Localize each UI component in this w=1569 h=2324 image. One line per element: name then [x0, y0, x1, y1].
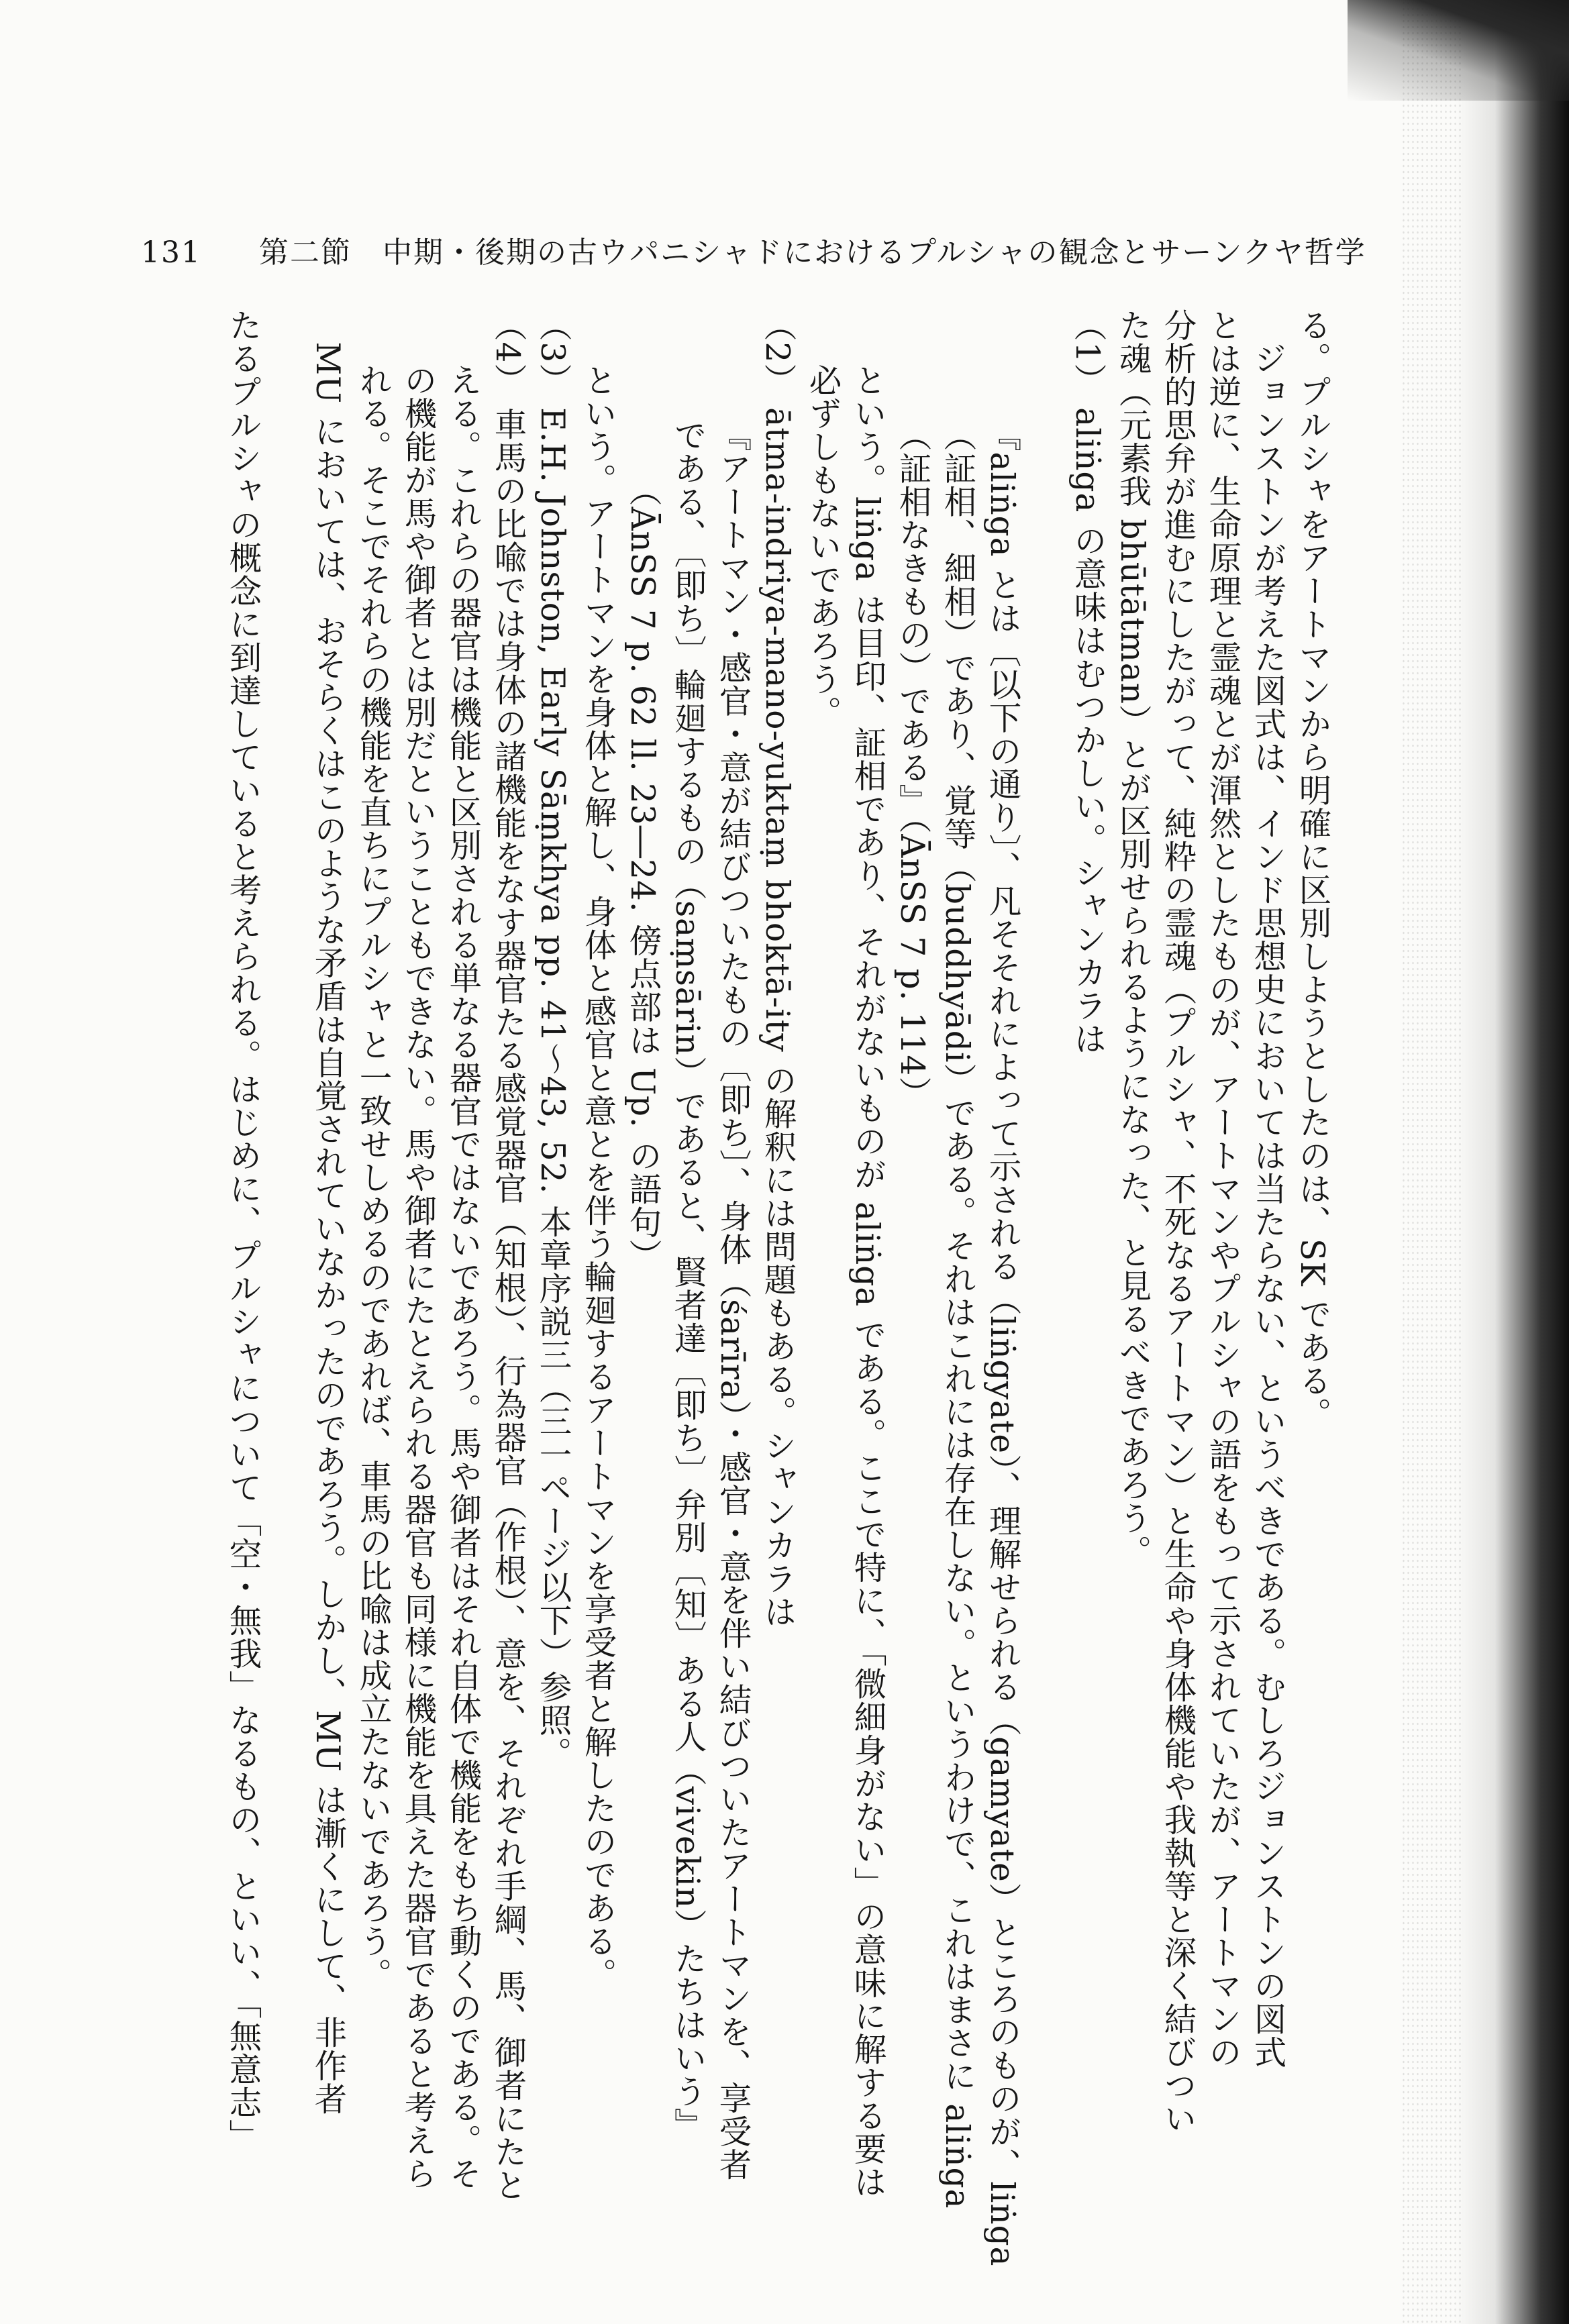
note-2-quote: 『アートマン・感官・意が結びついたもの〔即ち〕、身体（śarīra）・感官・意を伴い結びついたアートマンを、享受者	[713, 419, 751, 2181]
vertical-body-text	[219, 309, 1334, 2267]
note-2-quote: である、〔即ち〕輪廻するもの（saṃsārin）であると、賢者達〔即ち〕弁別〔知〕ある人（vivekin）たちはいう』	[668, 419, 706, 2142]
note-1-quote: 『aliṅga とは〔以下の通り〕、凡そそれによって示される（liṅgyate）、理解せられる（gamyate）ところのものが、liṅga	[983, 419, 1021, 2267]
text-column: たるプルシャの概念に到達していると考えられる。はじめに、プルシャについて「空・無我」なるもの、といい、「無意志」	[223, 309, 261, 2152]
note-3: （3） E.H. Johnston, Early Sāṃkhya pp. 41～43, 52. 本章序説三（三一ページ以下）参照。	[534, 309, 571, 1771]
text-column: ジョンストンが考えた図式は、インド思想史においては当たらない、というべきである。むしろジョンストンの図式	[1248, 309, 1286, 2069]
note-4-text: れる。そこでそれらの機能を直ちにプルシャと一致せしめるのであれば、車馬の比喩は成立たないであろう。	[354, 364, 391, 1991]
note-2-citation: （ĀnSS 7 p. 62 ll. 23―24. 傍点部は Up. の語句）	[623, 474, 661, 1272]
note-1: （1） aliṅga の意味はむつかしい。シャンカラは	[1068, 309, 1106, 1055]
scan-speckle	[1401, 0, 1462, 2324]
running-header	[141, 228, 1366, 271]
scan-corner-shadow	[1348, 0, 1569, 101]
note-4-text: える。これらの器官は機能と区別される単なる器官ではないであろう。馬や御者はそれ自体で機能をもち動くのである。そ	[444, 364, 481, 2190]
note-1-text: という。liṅga は目印、証相であり、それがないものが aliṅga である。ここで特に、「微細身がない」の意味に解する要は	[848, 364, 886, 2199]
note-1-quote: （証相なきもの）である』（ĀnSS 7 p. 114）	[893, 419, 931, 1110]
running-title: 第二節 中期・後期の古ウパニシャドにおけるプルシャの観念とサーンクヤ哲学	[258, 235, 1366, 270]
scan-edge-shadow	[1455, 0, 1569, 2324]
text-column: る。プルシャをアートマンから明確に区別しようとしたのは、SK である。	[1293, 309, 1331, 1430]
note-4: （4） 車馬の比喩では身体の諸機能をなす器官たる感覚器官（知根）、行為器官（作根）、意を、それぞれ手綱、馬、御者にたと	[489, 309, 526, 2202]
note-1-quote: （証相、細相）であり、覚等（buddhyādi）である。それはこれには存在しない。というわけで、これはまさに aliṅga	[938, 419, 976, 2209]
note-4-text: の機能が馬や御者とは別だということもできない。馬や御者にたとえられる器官も同様に機能を具えた器官であると考えら	[399, 364, 436, 2190]
text-column: た魂（元素我 bhūtātman）とが区別せられるようになった、と見るべきであろう。	[1113, 309, 1151, 1568]
note-2-text: という。アートマンを身体と解し、身体と感官と意とを伴う輪廻するアートマンを享受者と解したのである。	[578, 364, 616, 1991]
note-1-text: 必ずしもないであろう。	[803, 364, 841, 729]
note-2: （2） ātma-indriya-mano-yuktaṃ bhoktā-ity の解釈には問題もある。シャンカラは	[758, 309, 796, 1628]
page-number: 131	[141, 235, 201, 270]
text-column: 分析的思弁が進むにしたがって、純粋の霊魂（プルシャ、不死なるアートマン）と生命や身体機能や我執等と深く結びつい	[1158, 309, 1196, 2135]
text-column: MU においては、おそらくはこのような矛盾は自覚されていなかったのであろう。しかし、MU は漸くにして、非作者	[309, 309, 346, 2115]
text-column: とは逆に、生命原理と霊魂とが渾然としたものが、アートマンやプルシャの語をもって示されていたが、アートマンの	[1203, 309, 1241, 2069]
